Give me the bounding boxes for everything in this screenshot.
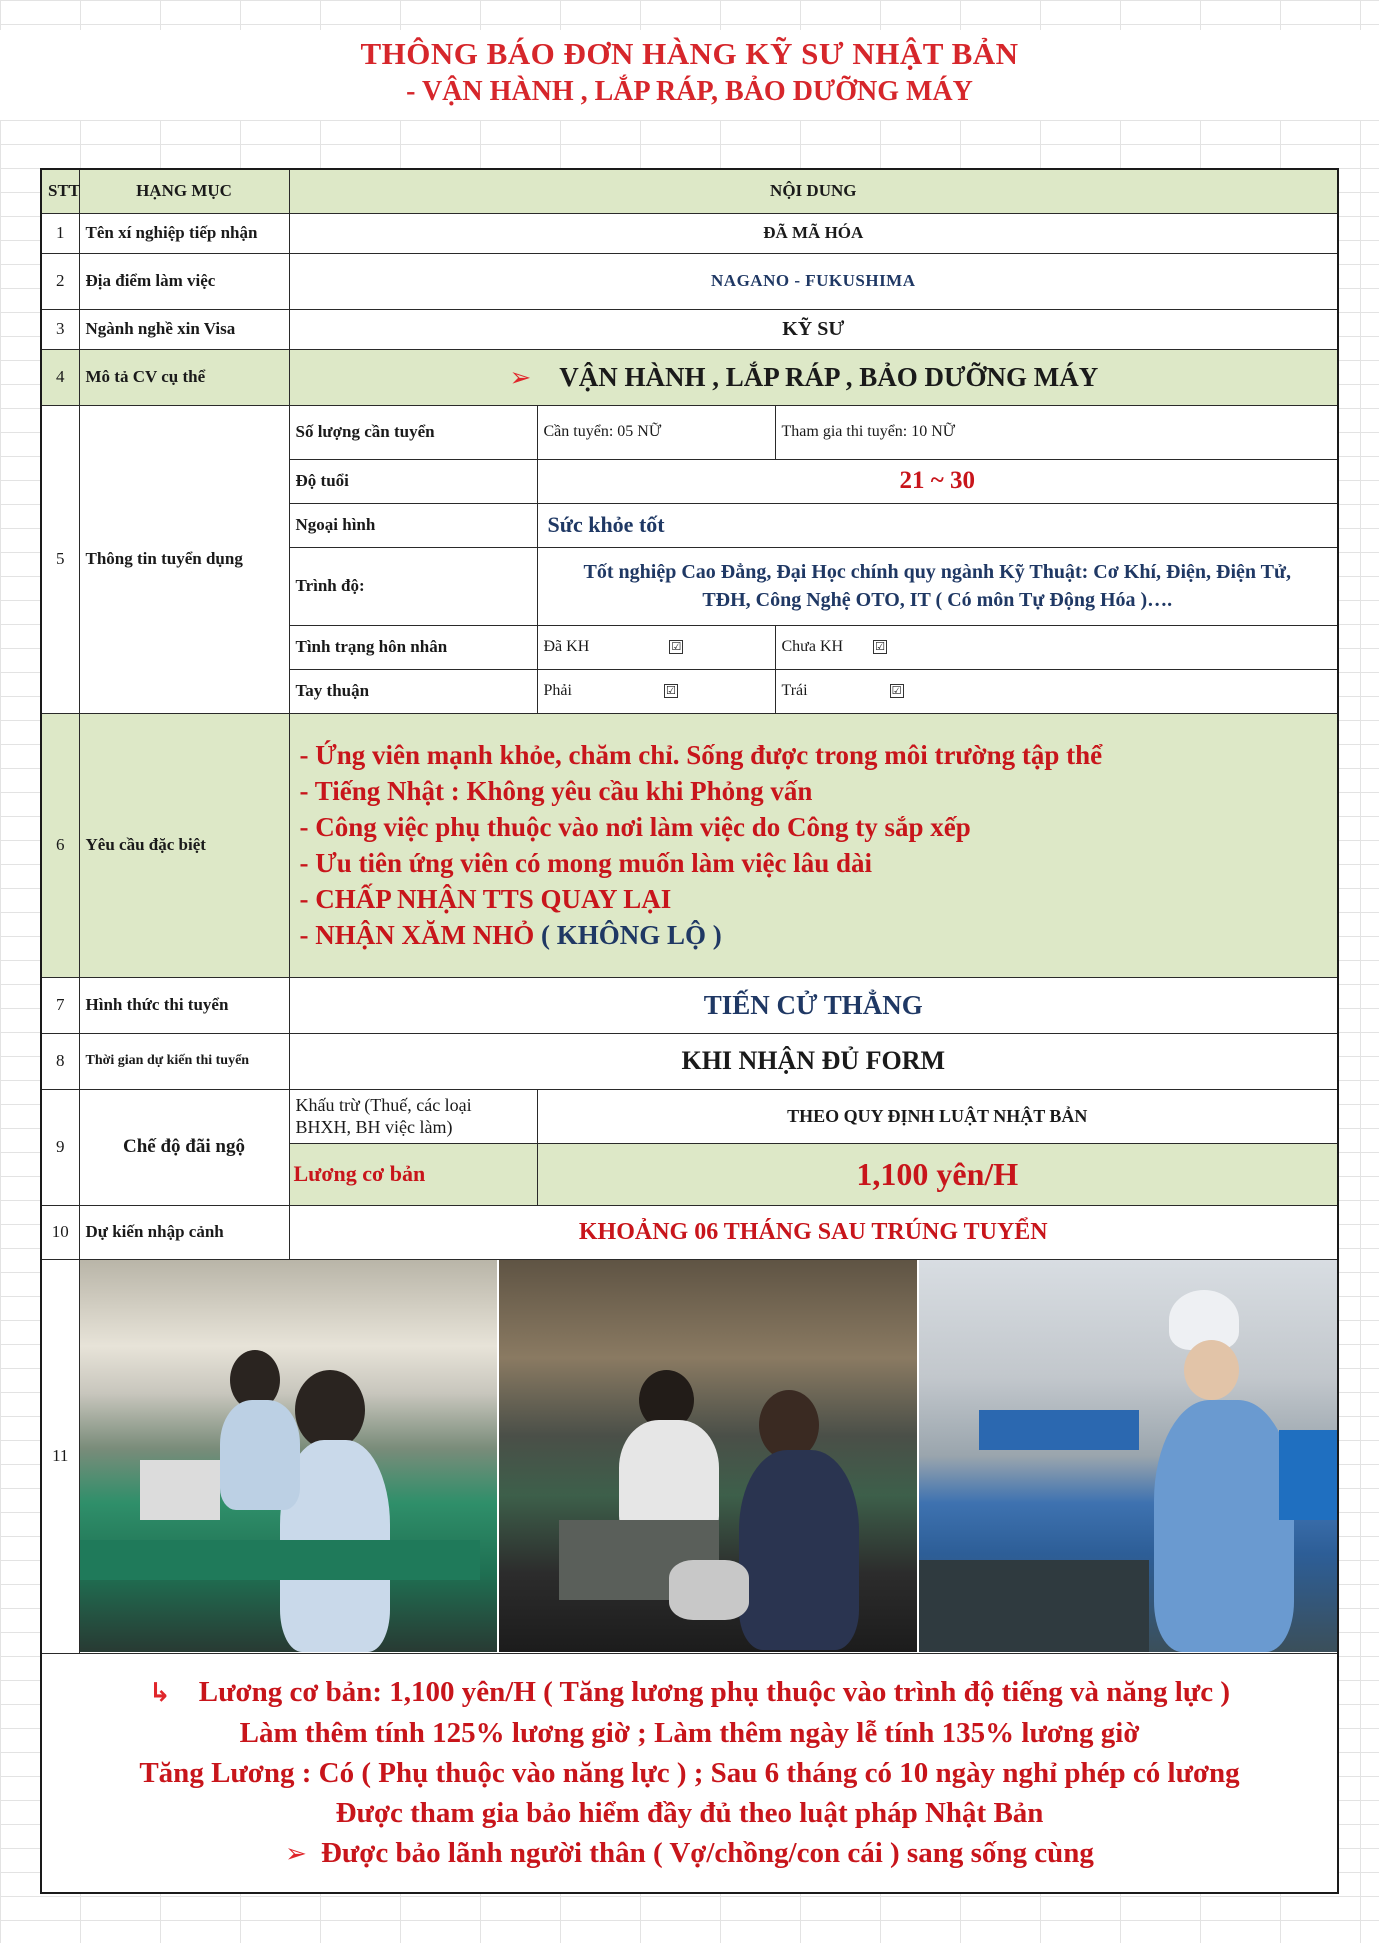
deduction-label: Khấu trừ (Thuế, các loại BHXH, BH việc làm) (289, 1089, 537, 1143)
title-line-2: - VẬN HÀNH , LẮP RÁP, BẢO DƯỠNG MÁY (406, 76, 973, 107)
row-number: 7 (41, 977, 79, 1033)
row-label: Địa điểm làm việc (79, 253, 289, 309)
hand-label: Tay thuận (289, 669, 537, 713)
checkbox-icon[interactable]: ☑ (890, 684, 904, 698)
return-arrow-icon: ↳ (148, 1677, 171, 1708)
quantity-exam: Tham gia thi tuyển: 10 NỮ (775, 405, 1338, 459)
row-label: Dự kiến nhập cảnh (79, 1205, 289, 1259)
header-content: NỘI DUNG (289, 169, 1338, 213)
list-item-text: - NHẬN XĂM NHỎ (299, 920, 535, 950)
exam-format-value: TIẾN CỬ THẲNG (289, 977, 1338, 1033)
factory-photo-assembly-line (80, 1260, 500, 1652)
list-item: - Công việc phụ thuộc vào nơi làm việc do Công ty sắp xếp (299, 812, 971, 842)
benefits-summary (41, 1653, 1338, 1893)
table-row (41, 213, 1338, 253)
list-item-note: ( KHÔNG LỘ ) (534, 920, 722, 950)
job-description-cell (289, 349, 1338, 405)
factory-photo-parts-assembly (919, 1260, 1337, 1652)
arrow-bullet-icon: ➢ (285, 1838, 307, 1869)
document-title (0, 30, 1379, 120)
list-item: - Ứng viên mạnh khỏe, chăm chỉ. Sống được trong môi trường tập thể (299, 740, 1103, 770)
appearance-label: Ngoại hình (289, 503, 537, 547)
table-row (41, 1089, 1338, 1143)
list-item: - Ưu tiên ứng viên có mong muốn làm việc lâu dài (299, 848, 872, 878)
row-number: 4 (41, 349, 79, 405)
option-label: Chưa KH (781, 638, 844, 655)
salary-value: 1,100 yên/H (537, 1143, 1338, 1205)
row-label: Thông tin tuyển dụng (79, 405, 289, 713)
marital-option-married (537, 625, 775, 669)
list-item: - Tiếng Nhật : Không yêu cầu khi Phỏng vấn (299, 776, 813, 806)
quantity-need: Cần tuyển: 05 NỮ (537, 405, 775, 459)
company-value: ĐÃ MÃ HÓA (289, 213, 1338, 253)
appearance-value: Sức khỏe tốt (537, 503, 1338, 547)
factory-photo-workstation (499, 1260, 919, 1652)
header-stt: STT (41, 169, 79, 213)
table-row (41, 253, 1338, 309)
title-line-1: THÔNG BÁO ĐƠN HÀNG KỸ SƯ NHẬT BẢN (360, 36, 1019, 71)
deduction-value: THEO QUY ĐỊNH LUẬT NHẬT BẢN (537, 1089, 1338, 1143)
benefit-line (50, 1833, 1329, 1874)
table-row (41, 309, 1338, 349)
visa-value: KỸ SƯ (289, 309, 1338, 349)
option-label: Phải (543, 682, 572, 699)
marital-option-single (775, 625, 1338, 669)
marital-label: Tình trạng hôn nhân (289, 625, 537, 669)
row-number: 1 (41, 213, 79, 253)
quantity-label: Số lượng cần tuyển (289, 405, 537, 459)
row-number: 5 (41, 405, 79, 713)
education-label: Trình độ: (289, 547, 537, 625)
benefit-text: Lương cơ bản: 1,100 yên/H ( Tăng lương phụ thuộc vào trình độ tiếng và năng lực ) (198, 1675, 1231, 1708)
row-label: Ngành nghề xin Visa (79, 309, 289, 349)
work-location-value: NAGANO - FUKUSHIMA (289, 253, 1338, 309)
table-row (41, 1205, 1338, 1259)
row-number: 9 (41, 1089, 79, 1205)
table-row (41, 977, 1338, 1033)
job-order-table (40, 168, 1339, 1894)
row-number: 6 (41, 713, 79, 977)
row-label: Thời gian dự kiến thi tuyển (79, 1033, 289, 1089)
checkbox-icon[interactable]: ☑ (873, 640, 887, 654)
table-row (41, 1033, 1338, 1089)
table-row (41, 349, 1338, 405)
age-label: Độ tuổi (289, 459, 537, 503)
list-item: - CHẤP NHẬN TTS QUAY LẠI (299, 884, 672, 914)
table-row (41, 1259, 1338, 1653)
row-label: Hình thức thi tuyển (79, 977, 289, 1033)
entry-time-value: KHOẢNG 06 THÁNG SAU TRÚNG TUYỂN (289, 1205, 1338, 1259)
benefits-row (41, 1653, 1338, 1893)
benefit-line (50, 1672, 1329, 1713)
education-value (537, 547, 1338, 625)
photo-strip (79, 1259, 1338, 1653)
job-description-value: VẬN HÀNH , LẮP RÁP , BẢO DƯỠNG MÁY (559, 361, 1099, 392)
salary-label: Lương cơ bản (289, 1143, 537, 1205)
benefit-text: Được bảo lãnh người thân ( Vợ/chồng/con cái ) sang sống cùng (320, 1836, 1094, 1869)
table-row (41, 713, 1338, 977)
table-row (41, 405, 1338, 459)
row-number: 11 (41, 1259, 79, 1653)
row-number: 3 (41, 309, 79, 349)
row-label: Yêu cầu đặc biệt (79, 713, 289, 977)
hand-option-left (775, 669, 1338, 713)
education-line-1: Tốt nghiệp Cao Đẳng, Đại Học chính quy ngành Kỹ Thuật: Cơ Khí, Điện, Điện Tử, (583, 561, 1292, 583)
benefit-line: Được tham gia bảo hiểm đầy đủ theo luật pháp Nhật Bản (335, 1796, 1044, 1829)
education-line-2: TĐH, Công Nghệ OTO, IT ( Có môn Tự Động Hóa )…. (702, 589, 1173, 611)
header-category: HẠNG MỤC (79, 169, 289, 213)
checkbox-icon[interactable]: ☑ (669, 640, 683, 654)
arrow-bullet-icon: ➢ (509, 362, 532, 393)
checkbox-icon[interactable]: ☑ (664, 684, 678, 698)
row-label: Tên xí nghiệp tiếp nhận (79, 213, 289, 253)
benefit-line: Tăng Lương : Có ( Phụ thuộc vào năng lực ) ; Sau 6 tháng có 10 ngày nghỉ phép có lương (139, 1756, 1240, 1789)
row-number: 2 (41, 253, 79, 309)
row-number: 8 (41, 1033, 79, 1089)
special-requirements-list (289, 713, 1338, 977)
benefit-line: Làm thêm tính 125% lương giờ ; Làm thêm ngày lễ tính 135% lương giờ (239, 1716, 1140, 1749)
row-number: 10 (41, 1205, 79, 1259)
option-label: Đã KH (543, 638, 590, 655)
hand-option-right (537, 669, 775, 713)
table-header-row (41, 169, 1338, 213)
list-item (300, 917, 1328, 953)
row-label: Chế độ đãi ngộ (79, 1089, 289, 1205)
exam-time-value: KHI NHẬN ĐỦ FORM (289, 1033, 1338, 1089)
age-value: 21 ~ 30 (537, 459, 1338, 503)
row-label: Mô tả CV cụ thể (79, 349, 289, 405)
option-label: Trái (781, 682, 808, 699)
